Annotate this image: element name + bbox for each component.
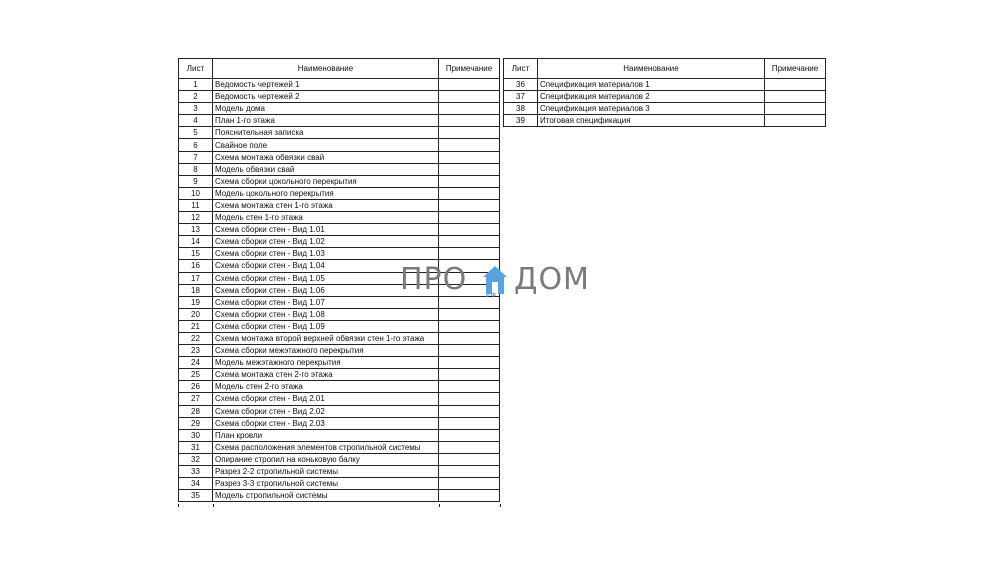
table-row: [504, 91, 826, 103]
table-row: [179, 139, 500, 151]
note-cell: [439, 115, 500, 127]
sheet-number-cell: 8: [179, 163, 213, 175]
table-row: [179, 151, 500, 163]
note-cell: [439, 187, 500, 199]
note-cell: [439, 139, 500, 151]
sheet-number-cell: 19: [179, 296, 213, 308]
sheet-name-cell: Схема монтажа стен 2-го этажа: [213, 369, 439, 381]
header-sheet: Лист: [179, 59, 213, 79]
table-row: [179, 91, 500, 103]
sheet-name-cell: План 1-го этажа: [213, 115, 439, 127]
sheet-number-cell: 9: [179, 175, 213, 187]
watermark-text-left: ПРО: [400, 262, 468, 297]
table-row: [179, 490, 500, 502]
sheet-number-cell: 31: [179, 441, 213, 453]
sheet-number-cell: 23: [179, 345, 213, 357]
sheet-number-cell: 22: [179, 332, 213, 344]
table-row: [179, 466, 500, 478]
sheet-name-cell: Модель стен 1-го этажа: [213, 212, 439, 224]
sheet-name-cell: Схема сборки стен - Вид 1.07: [213, 296, 439, 308]
sheet-number-cell: 4: [179, 115, 213, 127]
sheet-number-cell: 27: [179, 393, 213, 405]
sheet-number-cell: 14: [179, 236, 213, 248]
sheet-name-cell: Схема расположения элементов стропильной системы: [213, 441, 439, 453]
header-sheet: Лист: [504, 59, 538, 79]
sheet-name-cell: Модель стен 2-го этажа: [213, 381, 439, 393]
note-cell: [439, 224, 500, 236]
sheet-name-cell: Спецификация материалов 1: [538, 79, 765, 91]
sheet-name-cell: Схема сборки стен - Вид 1.03: [213, 248, 439, 260]
note-cell: [765, 103, 826, 115]
table-row: [179, 393, 500, 405]
sheet-name-cell: Схема сборки стен - Вид 1.08: [213, 308, 439, 320]
table-row: [179, 187, 500, 199]
sheet-name-cell: Схема сборки стен - Вид 2.01: [213, 393, 439, 405]
table-row: [179, 381, 500, 393]
sheet-number-cell: 12: [179, 212, 213, 224]
sheet-number-cell: 1: [179, 79, 213, 91]
note-cell: [439, 393, 500, 405]
sheet-name-cell: Схема сборки стен - Вид 1.06: [213, 284, 439, 296]
note-cell: [439, 405, 500, 417]
table-row: [179, 79, 500, 91]
table-header-row: [504, 59, 826, 79]
header-note: Примечание: [439, 59, 500, 79]
sheet-number-cell: 29: [179, 417, 213, 429]
note-cell: [439, 441, 500, 453]
note-cell: [439, 175, 500, 187]
sheet-number-cell: 13: [179, 224, 213, 236]
sheet-name-cell: План кровли: [213, 429, 439, 441]
sheet-name-cell: Схема сборки цокольного перекрытия: [213, 175, 439, 187]
table-row: [504, 79, 826, 91]
sheet-name-cell: Схема сборки стен - Вид 1.01: [213, 224, 439, 236]
sheet-number-cell: 18: [179, 284, 213, 296]
sheet-name-cell: Модель цокольного перекрытия: [213, 187, 439, 199]
note-cell: [765, 91, 826, 103]
sheet-number-cell: 34: [179, 478, 213, 490]
note-cell: [765, 79, 826, 91]
note-cell: [439, 236, 500, 248]
sheet-number-cell: 33: [179, 466, 213, 478]
note-cell: [439, 369, 500, 381]
sheet-name-cell: Опирание стропил на коньковую балку: [213, 453, 439, 465]
note-cell: [439, 381, 500, 393]
header-note: Примечание: [765, 59, 826, 79]
sheet-number-cell: 24: [179, 357, 213, 369]
note-cell: [439, 453, 500, 465]
sheet-name-cell: Схема сборки стен - Вид 2.02: [213, 405, 439, 417]
table-row: [179, 405, 500, 417]
table-row: [179, 453, 500, 465]
note-cell: [439, 332, 500, 344]
sheet-name-cell: Итоговая спецификация: [538, 115, 765, 127]
table-row: [179, 429, 500, 441]
table-row: [179, 478, 500, 490]
sheet-name-cell: Спецификация материалов 2: [538, 91, 765, 103]
sheet-number-cell: 35: [179, 490, 213, 502]
note-cell: [439, 127, 500, 139]
table-row: [179, 417, 500, 429]
sheet-name-cell: Схема сборки межэтажного перекрытия: [213, 345, 439, 357]
sheet-name-cell: Модель дома: [213, 103, 439, 115]
note-cell: [439, 345, 500, 357]
table-row: [179, 357, 500, 369]
sheet-name-cell: Ведомость чертежей 2: [213, 91, 439, 103]
watermark-text-right: ДОМ: [514, 262, 590, 297]
sheet-name-cell: Модель стропильной системы: [213, 490, 439, 502]
sheet-name-cell: Свайное поле: [213, 139, 439, 151]
sheet-number-cell: 38: [504, 103, 538, 115]
sheet-number-cell: 5: [179, 127, 213, 139]
note-cell: [439, 429, 500, 441]
table-row: [179, 345, 500, 357]
note-cell: [439, 103, 500, 115]
sheet-number-cell: 17: [179, 272, 213, 284]
sheet-name-cell: Модель обвязки свай: [213, 163, 439, 175]
note-cell: [439, 212, 500, 224]
watermark-logo: [400, 262, 600, 302]
note-cell: [439, 417, 500, 429]
sheet-number-cell: 3: [179, 103, 213, 115]
sheet-name-cell: Схема сборки стен - Вид 1.09: [213, 320, 439, 332]
sheet-name-cell: Пояснительная записка: [213, 127, 439, 139]
header-name: Наименование: [538, 59, 765, 79]
table-row: [504, 115, 826, 127]
sheet-number-cell: 39: [504, 115, 538, 127]
sheet-name-cell: Разрез 2-2 стропильной системы: [213, 466, 439, 478]
table-row: [179, 224, 500, 236]
sheet-name-cell: Схема монтажа обвязки свай: [213, 151, 439, 163]
table-continuation-edge: [178, 504, 501, 507]
table-row: [179, 320, 500, 332]
table-row: [179, 369, 500, 381]
sheet-number-cell: 25: [179, 369, 213, 381]
table-row: [179, 308, 500, 320]
sheet-name-cell: Схема монтажа второй верхней обвязки стен 1-го этажа: [213, 332, 439, 344]
note-cell: [439, 466, 500, 478]
note-cell: [439, 320, 500, 332]
sheet-name-cell: Модель межэтажного перекрытия: [213, 357, 439, 369]
sheet-name-cell: Спецификация материалов 3: [538, 103, 765, 115]
table-row: [504, 103, 826, 115]
note-cell: [439, 199, 500, 211]
sheet-number-cell: 28: [179, 405, 213, 417]
table-row: [179, 212, 500, 224]
note-cell: [765, 115, 826, 127]
sheet-number-cell: 36: [504, 79, 538, 91]
sheet-number-cell: 11: [179, 199, 213, 211]
sheet-number-cell: 7: [179, 151, 213, 163]
note-cell: [439, 308, 500, 320]
sheet-number-cell: 2: [179, 91, 213, 103]
table-row: [179, 332, 500, 344]
sheet-name-cell: Схема сборки стен - Вид 2.03: [213, 417, 439, 429]
sheet-name-cell: Ведомость чертежей 1: [213, 79, 439, 91]
table-row: [179, 103, 500, 115]
note-cell: [439, 490, 500, 502]
sheet-number-cell: 20: [179, 308, 213, 320]
note-cell: [439, 357, 500, 369]
note-cell: [439, 248, 500, 260]
table-row: [179, 115, 500, 127]
sheet-number-cell: 30: [179, 429, 213, 441]
sheet-number-cell: 15: [179, 248, 213, 260]
sheet-name-cell: Схема монтажа стен 1-го этажа: [213, 199, 439, 211]
table-row: [179, 127, 500, 139]
sheet-number-cell: 26: [179, 381, 213, 393]
note-cell: [439, 79, 500, 91]
sheet-number-cell: 37: [504, 91, 538, 103]
sheet-name-cell: Схема сборки стен - Вид 1.05: [213, 272, 439, 284]
drawings-list-table-right: [503, 58, 826, 127]
table-row: [179, 248, 500, 260]
note-cell: [439, 163, 500, 175]
note-cell: [439, 91, 500, 103]
sheet-name-cell: Схема сборки стен - Вид 1.04: [213, 260, 439, 272]
table-row: [179, 175, 500, 187]
sheet-number-cell: 6: [179, 139, 213, 151]
table-row: [179, 163, 500, 175]
watermark-sub: РФ: [486, 293, 498, 299]
note-cell: [439, 151, 500, 163]
sheet-number-cell: 16: [179, 260, 213, 272]
sheet-number-cell: 21: [179, 320, 213, 332]
table-row: [179, 441, 500, 453]
sheet-number-cell: 32: [179, 453, 213, 465]
note-cell: [439, 478, 500, 490]
sheet-name-cell: Разрез 3-3 стропильной системы: [213, 478, 439, 490]
table-row: [179, 236, 500, 248]
table-header-row: [179, 59, 500, 79]
table-row: [179, 199, 500, 211]
sheet-number-cell: 10: [179, 187, 213, 199]
sheet-name-cell: Схема сборки стен - Вид 1.02: [213, 236, 439, 248]
header-name: Наименование: [213, 59, 439, 79]
